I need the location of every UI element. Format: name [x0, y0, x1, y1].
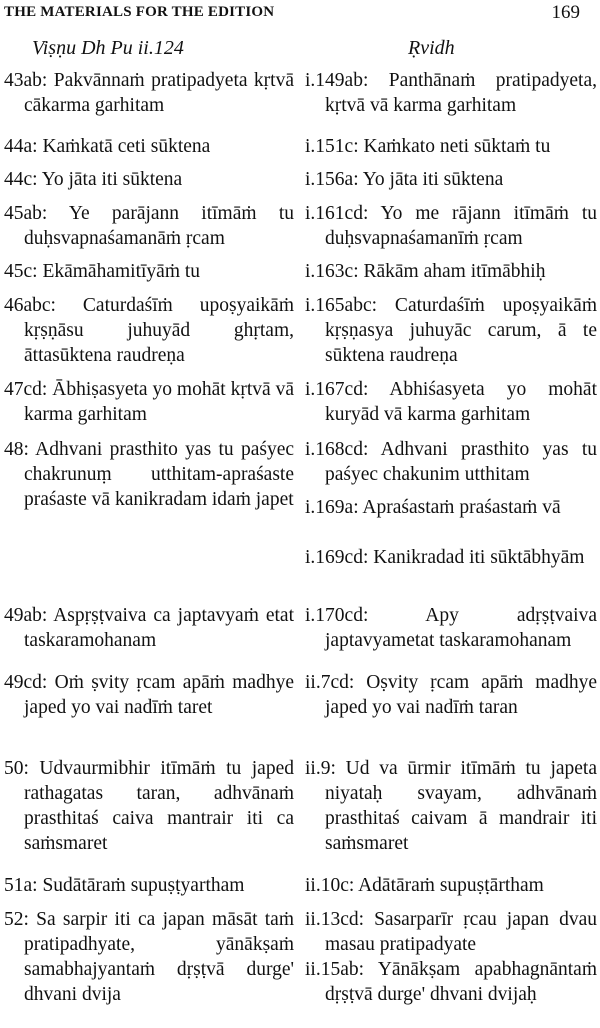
left-entry: 44a: Kaṁkatā ceti sūktena [4, 136, 211, 157]
left-entry: 51a: Sudātāraṁ supuṣṭyartham [4, 875, 245, 896]
right-column-title: Ṛvidh [408, 37, 455, 59]
left-entry: 50: Udvaurmibhir itīmāṁ tu japed rathagatas taran, adhvānaṁ prasthitaś caiva mantrair iti ca saṁsmaret [4, 758, 294, 854]
page-number: 169 [551, 2, 580, 23]
right-entry: ii.15ab: Yānākṣam apabhagnāntaṁ dṛṣṭvā durge' dhvani dvijaḥ [305, 959, 597, 1005]
right-entry: i.169a: Apraśastaṁ praśastaṁ vā [305, 497, 561, 518]
right-entry: i.167cd: Abhiśasyeta yo mohāt kuryād vā karma garhitam [305, 379, 597, 425]
left-entry: 48: Adhvani prasthito yas tu paśyec chakrunuṃ utthitam-apraśaste praśaste vā kanikradam idaṁ japet [4, 439, 294, 510]
right-entry: i.170cd: Apy adṛṣṭvaiva japtavyametat taskaramohanam [305, 605, 597, 651]
right-entry: i.168cd: Adhvani prasthito yas tu paśyec chakunim utthitam [305, 439, 597, 485]
right-entry: i.163c: Rākām aham itīmābhiḥ [305, 261, 546, 282]
right-entry: i.156a: Yo jāta iti sūktena [305, 169, 504, 190]
left-entry: 49ab: Aspṛṣṭvaiva ca japtavyaṁ etat taskaramohanam [4, 605, 294, 651]
right-entry: i.161cd: Yo me rājann itīmāṁ tu duḥsvapnaśamanīṁ ṛcam [305, 203, 597, 249]
right-entry: i.149ab: Panthānaṁ pratipadyeta, kṛtvā vā karma garhitam [305, 70, 597, 116]
left-entry: 52: Sa sarpir iti ca japan māsāt taṁ pratipadhyate, yānākṣaṁ samabhajyantaṁ dṛṣṭvā durge' dhvani dvija [4, 909, 294, 1005]
right-entry: i.169cd: Kanikradad iti sūktābhyām [305, 547, 585, 568]
right-entry: i.151c: Kaṁkato neti sūktaṁ tu [305, 136, 551, 157]
left-entry: 43ab: Pakvānnaṁ pratipadyeta kṛtvā cākarma garhitam [4, 70, 294, 116]
right-entry: ii.10c: Adātāraṁ supuṣṭārtham [305, 875, 544, 896]
right-entry: ii.7cd: Oṣvity ṛcam apāṁ madhye japed yo vai nadīṁ taran [305, 672, 597, 718]
right-entry: ii.13cd: Sasarparīr ṛcau japan dvau masau pratipadyate [305, 909, 597, 955]
left-entry: 44c: Yo jāta iti sūktena [4, 169, 183, 190]
left-entry: 49cd: Oṁ ṣvity ṛcam apāṁ madhye japed yo vai nadīṁ taret [4, 672, 294, 718]
left-entry: 47cd: Ābhiṣasyeta yo mohāt kṛtvā vā karma garhitam [4, 379, 294, 425]
right-entry: ii.9: Ud va ūrmir itīmāṁ tu japeta niyataḥ svayam, adhvānaṁ prasthitaś caivam ā mandrair iti saṁsmaret [305, 758, 597, 854]
left-entry: 45c: Ekāmāhamitīyāṁ tu [4, 261, 201, 282]
left-entry: 46abc: Caturdaśīṁ upoṣyaikāṁ kṛṣṇāsu juhuyād ghṛtam, āttasūktena raudreṇa [4, 295, 294, 366]
running-head: THE MATERIALS FOR THE EDITION [4, 4, 275, 20]
left-column-title: Viṣṇu Dh Pu ii.124 [32, 37, 184, 59]
left-entry: 45ab: Ye parājann itīmāṁ tu duḥsvapnaśamanāṁ ṛcam [4, 203, 294, 249]
right-entry: i.165abc: Caturdaśīṁ upoṣyaikāṁ kṛṣṇasya juhuyāc carum, ā te sūktena raudreṇa [305, 295, 597, 366]
